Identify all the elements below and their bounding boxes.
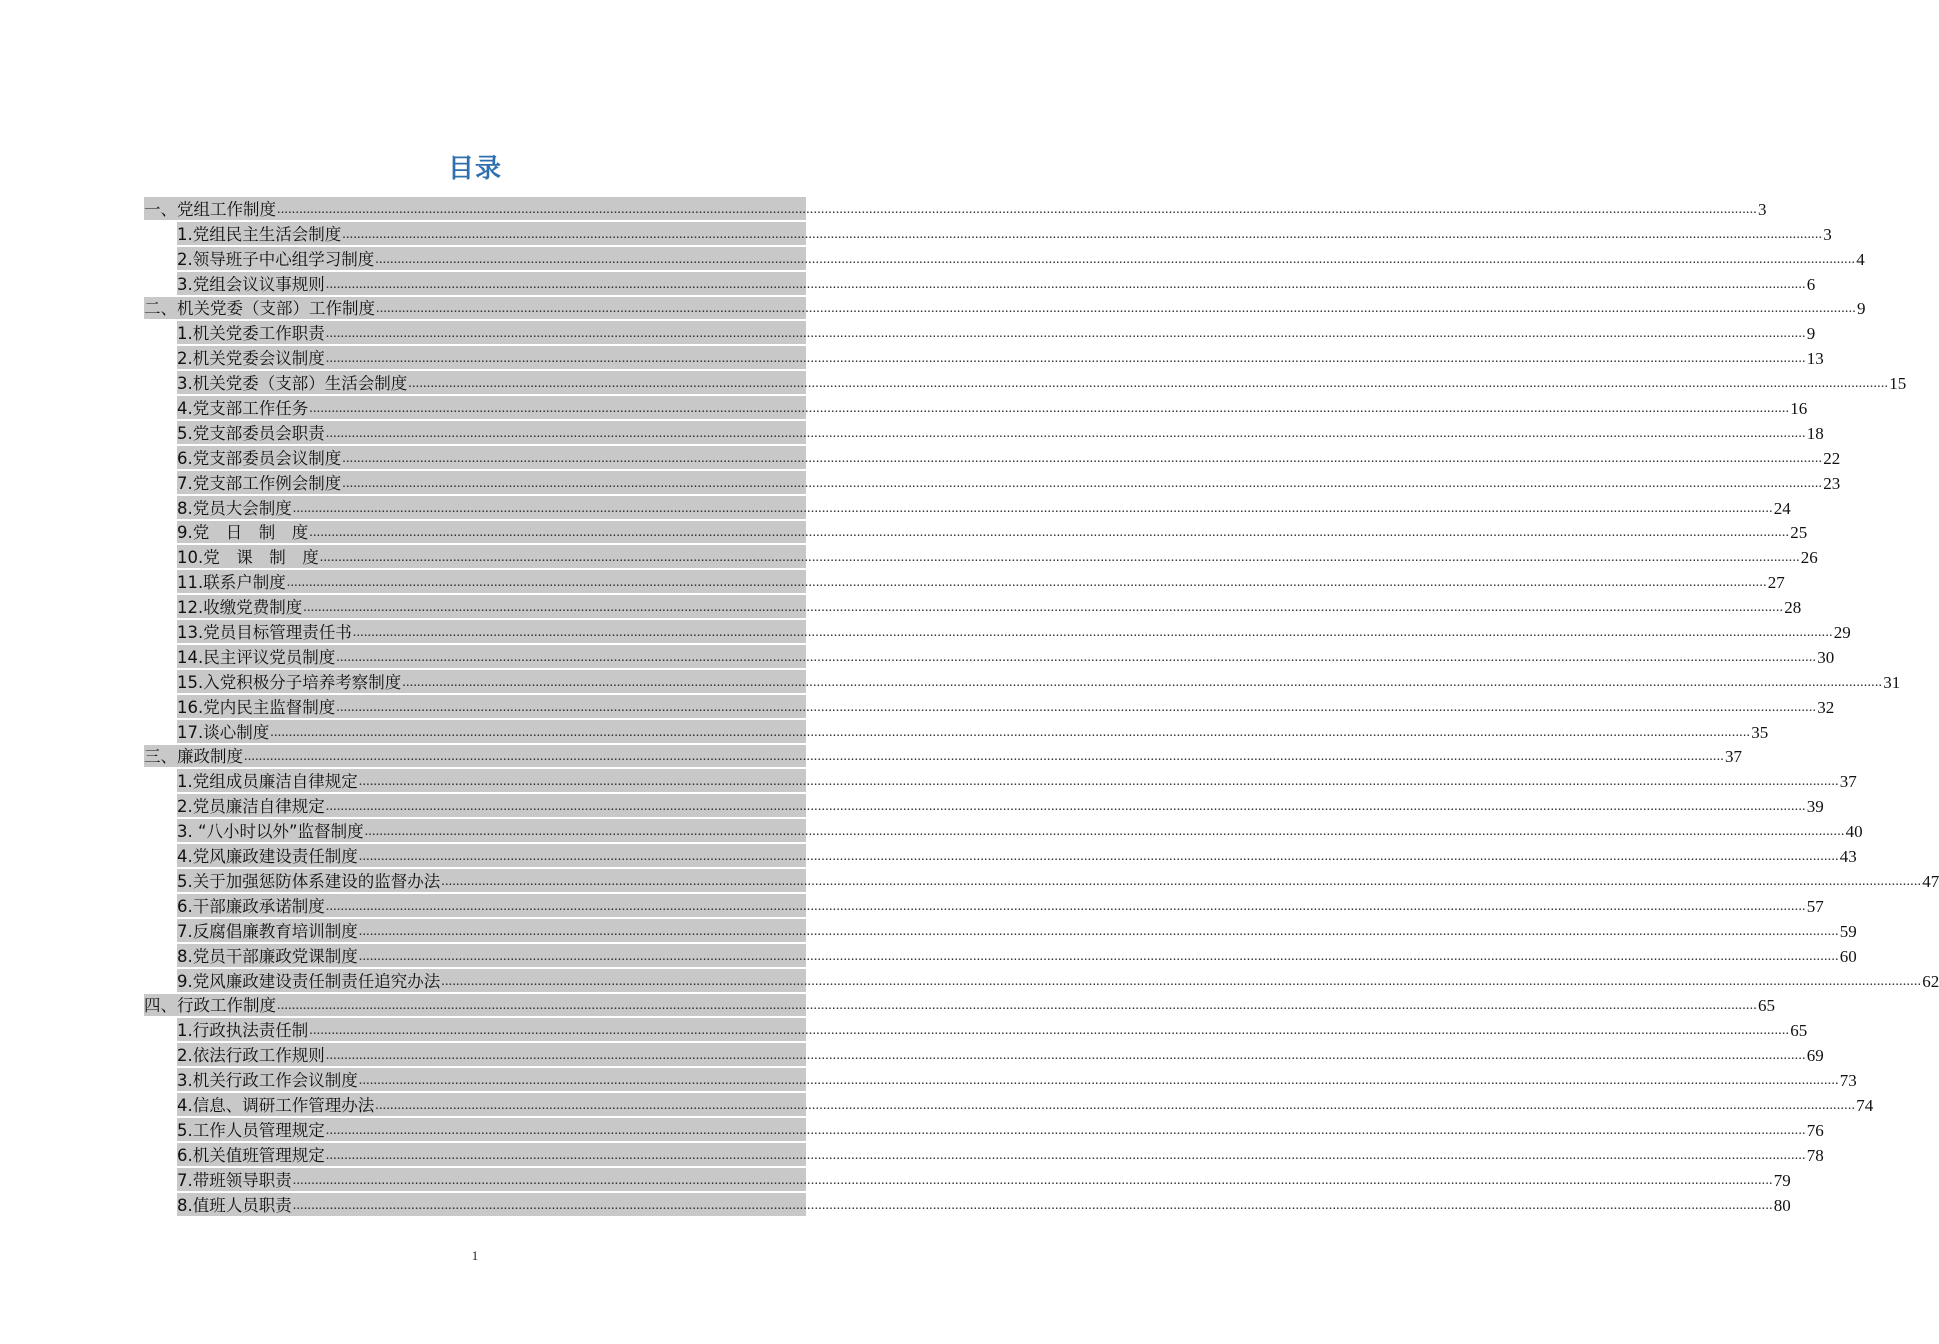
dot-leader: ................................................................................................................................................................................................................................................................................................................................................................................................................	[325, 425, 1806, 441]
toc-subentry[interactable]	[144, 594, 1802, 619]
toc-entry-page: 25	[1790, 523, 1808, 543]
dot-leader: ................................................................................................................................................................................................................................................................................................................................................................................................................	[325, 1147, 1806, 1163]
dot-leader: ................................................................................................................................................................................................................................................................................................................................................................................................................	[441, 873, 1922, 889]
toc-entry-label: 1.党组成员廉洁自律规定	[177, 772, 358, 792]
toc-entry-page: 30	[1817, 647, 1835, 667]
toc-entry-label: 14.民主评议党员制度	[177, 647, 336, 667]
toc-entry-label: 3. “八小时以外”监督制度	[177, 822, 364, 842]
toc-section-entry[interactable]	[144, 296, 1866, 321]
dot-leader: ................................................................................................................................................................................................................................................................................................................................................................................................................	[342, 450, 1823, 466]
toc-entry-page: 28	[1784, 598, 1802, 618]
toc-entry-label: 2.党员廉洁自律规定	[177, 797, 325, 817]
toc-entry-page: 15	[1889, 374, 1907, 394]
toc-section-entry[interactable]	[144, 744, 1742, 769]
toc-entry-page: 24	[1773, 498, 1791, 518]
toc-entry-page: 78	[1806, 1145, 1824, 1165]
toc-subentry[interactable]	[144, 420, 1824, 445]
toc-subentry[interactable]	[144, 569, 1785, 594]
toc-entry-page: 29	[1833, 623, 1851, 643]
toc-subentry[interactable]	[144, 619, 1851, 644]
toc-section-entry[interactable]	[144, 196, 1767, 221]
toc-entry-page: 47	[1922, 871, 1939, 891]
dot-leader: ................................................................................................................................................................................................................................................................................................................................................................................................................	[270, 724, 1751, 740]
toc-entry-page: 59	[1839, 921, 1857, 941]
toc-entry-page: 74	[1856, 1095, 1874, 1115]
toc-entry-label: 4.信息、调研工作管理办法	[177, 1095, 375, 1115]
dot-leader: ................................................................................................................................................................................................................................................................................................................................................................................................................	[309, 525, 1790, 541]
toc-entry-label: 8.党员大会制度	[177, 498, 292, 518]
toc-subentry[interactable]	[144, 520, 1808, 545]
dot-leader: ................................................................................................................................................................................................................................................................................................................................................................................................................	[336, 649, 1817, 665]
toc-subentry[interactable]	[144, 1092, 1874, 1117]
dot-leader: ................................................................................................................................................................................................................................................................................................................................................................................................................	[303, 600, 1784, 616]
dot-leader: ................................................................................................................................................................................................................................................................................................................................................................................................................	[286, 575, 1767, 591]
toc-entry-page: 65	[1758, 996, 1775, 1016]
toc-subentry[interactable]	[144, 221, 1832, 246]
toc-entry-page: 6	[1806, 274, 1816, 294]
dot-leader: ................................................................................................................................................................................................................................................................................................................................................................................................................	[325, 1122, 1806, 1138]
toc-entry-label: 1.党组民主生活会制度	[177, 224, 342, 244]
toc-entry-page: 37	[1725, 747, 1742, 767]
toc-subentry[interactable]	[144, 1142, 1824, 1167]
toc-entry-page: 57	[1806, 896, 1824, 916]
toc-subentry[interactable]	[144, 669, 1901, 694]
toc-entry-label: 2.领导班子中心组学习制度	[177, 249, 375, 269]
toc-subentry[interactable]	[144, 644, 1835, 669]
toc-entry-label: 6.机关值班管理规定	[177, 1145, 325, 1165]
toc-subentry[interactable]	[144, 1067, 1857, 1092]
toc-subentry[interactable]	[144, 345, 1824, 370]
dot-leader: ................................................................................................................................................................................................................................................................................................................................................................................................................	[277, 201, 1757, 217]
toc-subentry[interactable]	[144, 445, 1841, 470]
toc-entry-page: 37	[1839, 772, 1857, 792]
dot-leader: ................................................................................................................................................................................................................................................................................................................................................................................................................	[376, 301, 1856, 317]
toc-entry-page: 39	[1806, 797, 1824, 817]
dot-leader: ................................................................................................................................................................................................................................................................................................................................................................................................................	[309, 1023, 1790, 1039]
toc-entry-label: 9.党 日 制 度	[177, 523, 309, 543]
dot-leader: ................................................................................................................................................................................................................................................................................................................................................................................................................	[352, 625, 1833, 641]
dot-leader: ................................................................................................................................................................................................................................................................................................................................................................................................................	[325, 276, 1806, 292]
toc-entry-page: 27	[1767, 573, 1785, 593]
toc-entry-page: 80	[1773, 1195, 1791, 1215]
toc-entry-page: 26	[1800, 548, 1818, 568]
toc-entry-label: 5.工作人员管理规定	[177, 1120, 325, 1140]
dot-leader: ................................................................................................................................................................................................................................................................................................................................................................................................................	[408, 376, 1889, 392]
toc-entry-label: 一、党组工作制度	[144, 199, 276, 219]
toc-entry-label: 3.机关党委（支部）生活会制度	[177, 374, 408, 394]
toc-entry-label: 13.党员目标管理责任书	[177, 623, 352, 643]
dot-leader: ................................................................................................................................................................................................................................................................................................................................................................................................................	[358, 774, 1839, 790]
toc-subentry[interactable]	[144, 320, 1816, 345]
toc-entry-label: 8.党员干部廉政党课制度	[177, 946, 358, 966]
dot-leader: ................................................................................................................................................................................................................................................................................................................................................................................................................	[342, 475, 1823, 491]
toc-entry-label: 7.带班领导职责	[177, 1170, 292, 1190]
toc-entry-page: 18	[1806, 423, 1824, 443]
dot-leader: ................................................................................................................................................................................................................................................................................................................................................................................................................	[441, 973, 1922, 989]
page-number: 1	[471, 1248, 479, 1263]
dot-leader: ................................................................................................................................................................................................................................................................................................................................................................................................................	[336, 699, 1817, 715]
toc-entry-label: 6.党支部委员会议制度	[177, 448, 342, 468]
dot-leader: ................................................................................................................................................................................................................................................................................................................................................................................................................	[342, 226, 1823, 242]
toc-entry-page: 79	[1773, 1170, 1791, 1190]
toc-entry-label: 7.党支部工作例会制度	[177, 473, 342, 493]
toc-entry-page: 4	[1856, 249, 1865, 269]
toc-entry-label: 三、廉政制度	[144, 747, 243, 767]
toc-entry-page: 69	[1806, 1046, 1824, 1066]
dot-leader: ................................................................................................................................................................................................................................................................................................................................................................................................................	[292, 500, 1773, 516]
toc-subentry[interactable]	[144, 395, 1808, 420]
toc-subentry[interactable]	[144, 495, 1791, 520]
toc-subentry[interactable]	[144, 918, 1857, 943]
toc-subentry[interactable]	[144, 818, 1863, 843]
page-title: 目录	[447, 154, 502, 184]
toc-entry-page: 16	[1790, 399, 1808, 419]
dot-leader: ................................................................................................................................................................................................................................................................................................................................................................................................................	[375, 251, 1856, 267]
toc-subentry[interactable]	[144, 843, 1857, 868]
toc-section-entry[interactable]	[144, 993, 1775, 1018]
dot-leader: ................................................................................................................................................................................................................................................................................................................................................................................................................	[309, 401, 1790, 417]
toc-entry-page: 62	[1922, 971, 1939, 991]
toc-subentry[interactable]	[144, 968, 1939, 993]
toc-subentry[interactable]	[144, 1192, 1791, 1217]
toc-subentry[interactable]	[144, 768, 1857, 793]
toc-entry-page: 9	[1857, 299, 1866, 319]
toc-entry-label: 7.反腐倡廉教育培训制度	[177, 921, 358, 941]
dot-leader: ................................................................................................................................................................................................................................................................................................................................................................................................................	[325, 326, 1806, 342]
dot-leader: ................................................................................................................................................................................................................................................................................................................................................................................................................	[364, 824, 1845, 840]
toc-entry-label: 4.党风廉政建设责任制度	[177, 847, 358, 867]
toc-entry-label: 15.入党积极分子培养考察制度	[177, 672, 402, 692]
toc-subentry[interactable]	[144, 1017, 1808, 1042]
toc-entry-label: 二、机关党委（支部）工作制度	[144, 299, 375, 319]
dot-leader: ................................................................................................................................................................................................................................................................................................................................................................................................................	[358, 1073, 1839, 1089]
toc-entry-page: 73	[1839, 1071, 1857, 1091]
toc-entry-label: 9.党风廉政建设责任制责任追究办法	[177, 971, 441, 991]
toc-entry-label: 5.关于加强惩防体系建设的监督办法	[177, 871, 441, 891]
dot-leader: ................................................................................................................................................................................................................................................................................................................................................................................................................	[244, 749, 1724, 765]
toc-entry-page: 22	[1823, 448, 1841, 468]
toc-subentry[interactable]	[144, 544, 1818, 569]
toc-entry-label: 5.党支部委员会职责	[177, 423, 325, 443]
toc-entry-label: 3.党组会议议事规则	[177, 274, 325, 294]
dot-leader: ................................................................................................................................................................................................................................................................................................................................................................................................................	[325, 799, 1806, 815]
toc-entry-page: 3	[1758, 199, 1767, 219]
dot-leader: ................................................................................................................................................................................................................................................................................................................................................................................................................	[325, 898, 1806, 914]
dot-leader: ................................................................................................................................................................................................................................................................................................................................................................................................................	[358, 849, 1839, 865]
toc-entry-label: 6.干部廉政承诺制度	[177, 896, 325, 916]
dot-leader: ................................................................................................................................................................................................................................................................................................................................................................................................................	[325, 351, 1806, 367]
toc-subentry[interactable]	[144, 470, 1841, 495]
toc-subentry[interactable]	[144, 719, 1769, 744]
toc-entry-label: 12.收缴党费制度	[177, 598, 303, 618]
dot-leader: ................................................................................................................................................................................................................................................................................................................................................................................................................	[375, 1097, 1856, 1113]
dot-leader: ................................................................................................................................................................................................................................................................................................................................................................................................................	[358, 923, 1839, 939]
toc-entry-page: 3	[1823, 224, 1832, 244]
toc-subentry[interactable]	[144, 694, 1835, 719]
toc-entry-label: 16.党内民主监督制度	[177, 697, 336, 717]
toc-entry-label: 10.党 课 制 度	[177, 548, 319, 568]
toc-entry-label: 11.联系户制度	[177, 573, 286, 593]
toc-subentry[interactable]	[144, 868, 1939, 893]
toc-entry-label: 四、行政工作制度	[144, 996, 276, 1016]
toc-subentry[interactable]	[144, 246, 1865, 271]
dot-leader: ................................................................................................................................................................................................................................................................................................................................................................................................................	[319, 550, 1800, 566]
toc-entry-label: 17.谈心制度	[177, 722, 270, 742]
toc-entry-page: 31	[1883, 672, 1901, 692]
toc-entry-page: 76	[1806, 1120, 1824, 1140]
toc-subentry[interactable]	[144, 1167, 1791, 1192]
dot-leader: ................................................................................................................................................................................................................................................................................................................................................................................................................	[402, 674, 1883, 690]
dot-leader: ................................................................................................................................................................................................................................................................................................................................................................................................................	[292, 1172, 1773, 1188]
toc-entry-page: 65	[1790, 1021, 1808, 1041]
toc-entry-page: 23	[1823, 473, 1841, 493]
toc-entry-label: 2.机关党委会议制度	[177, 349, 325, 369]
toc-subentry[interactable]	[144, 1117, 1824, 1142]
toc-entry-page: 60	[1839, 946, 1857, 966]
toc-entry-page: 35	[1751, 722, 1769, 742]
toc-subentry[interactable]	[144, 793, 1824, 818]
toc-entry-label: 1.机关党委工作职责	[177, 324, 325, 344]
toc-entry-page: 9	[1806, 324, 1816, 344]
toc-entry-page: 32	[1817, 697, 1835, 717]
dot-leader: ................................................................................................................................................................................................................................................................................................................................................................................................................	[358, 948, 1839, 964]
toc-entry-label: 4.党支部工作任务	[177, 399, 309, 419]
toc-entry-page: 40	[1845, 822, 1863, 842]
toc-entry-label: 1.行政执法责任制	[177, 1021, 309, 1041]
toc-subentry[interactable]	[144, 271, 1816, 296]
toc-entry-label: 2.依法行政工作规则	[177, 1046, 325, 1066]
toc-subentry[interactable]	[144, 1042, 1824, 1067]
dot-leader: ................................................................................................................................................................................................................................................................................................................................................................................................................	[292, 1197, 1773, 1213]
dot-leader: ................................................................................................................................................................................................................................................................................................................................................................................................................	[325, 1048, 1806, 1064]
toc-subentry[interactable]	[144, 893, 1824, 918]
toc-entry-label: 8.值班人员职责	[177, 1195, 292, 1215]
toc-subentry[interactable]	[144, 370, 1907, 395]
dot-leader: ................................................................................................................................................................................................................................................................................................................................................................................................................	[277, 998, 1757, 1014]
toc-entry-page: 43	[1839, 847, 1857, 867]
table-of-contents	[144, 196, 1939, 1217]
toc-entry-label: 3.机关行政工作会议制度	[177, 1071, 358, 1091]
toc-subentry[interactable]	[144, 943, 1857, 968]
toc-entry-page: 13	[1806, 349, 1824, 369]
